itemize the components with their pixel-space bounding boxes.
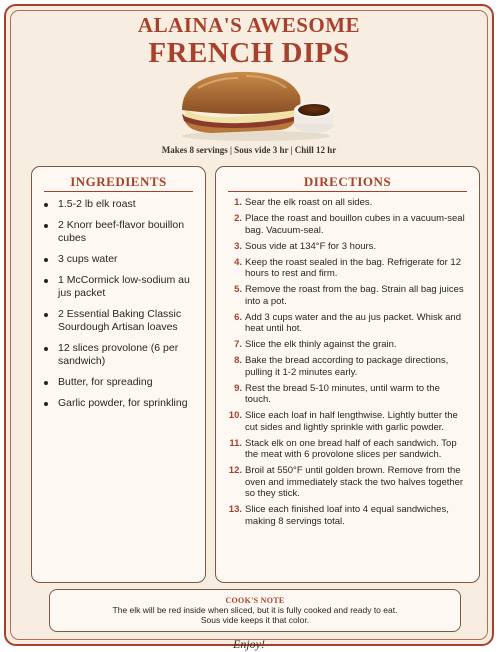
direction-step [226,241,467,253]
ingredient-item [42,274,197,300]
ingredient-item [42,253,197,266]
step-text: Rest the bread 5-10 minutes, until warm to the touch. [245,382,440,405]
bullet-icon [44,203,48,207]
direction-step [226,410,467,433]
step-text: Bake the bread according to package directions, pulling it 1-2 minutes early. [245,355,449,378]
ingredient-text: 2 Essential Baking Classic Sourdough Artisan loaves [58,308,182,333]
ingredient-item [42,376,197,389]
sandwich-photo [176,66,336,142]
step-number: 9. [234,382,242,394]
step-number: 13. [228,504,242,515]
ingredient-item [42,219,197,245]
ingredients-list [42,198,197,418]
direction-step [226,339,467,351]
cooks-note-heading: COOK'S NOTE [225,596,285,605]
bullet-icon [44,347,48,351]
step-text: Remove the roast from the bag. Strain all bag juices into a pot. [245,284,464,307]
recipe-card [4,4,494,651]
bullet-icon [44,279,48,283]
ingredient-item [42,342,197,368]
footer-enjoy: Enjoy! [233,637,265,651]
step-number: 3. [234,240,242,252]
step-number: 12. [228,465,242,476]
direction-step [226,197,467,209]
ingredient-text: 1 McCormick low-sodium au jus packet [58,274,190,299]
direction-step [226,383,467,406]
direction-step [226,284,467,307]
step-number: 11. [229,437,242,449]
ingredient-text: 2 Knorr beef-flavor bouillon cubes [58,219,185,244]
ingredient-text: 1.5-2 lb elk roast [58,198,136,210]
ingredient-text: 3 cups water [58,253,118,265]
title-line-1: ALAINA'S AWESOME [137,13,361,37]
step-text: Slice each finished loaf into 4 equal sandwiches, making 8 servings total. [245,504,449,527]
step-text: Sear the elk roast on all sides. [245,197,373,208]
step-text: Sous vide at 134°F for 3 hours. [245,240,377,252]
bullet-icon [44,381,48,385]
step-number: 6. [234,311,242,323]
ingredient-text: 12 slices provolone (6 per sandwich) [58,342,179,367]
step-number: 2. [234,213,242,224]
direction-step [226,312,467,335]
directions-panel [215,166,480,583]
step-number: 5. [234,284,242,295]
title-line-2: FRENCH DIPS [148,37,350,69]
direction-step [226,257,467,280]
step-number: 7. [234,339,242,350]
cooks-note-line-1: The elk will be red inside when sliced, but it is fully cooked and ready to eat. [112,605,398,615]
ingredient-text: Butter, for spreading [58,376,153,388]
step-number: 1. [234,197,242,208]
direction-step [226,465,467,500]
step-text: Slice each loaf in half lengthwise. Lightly butter the cut sides and lightly sprinkle with garlic powder. [245,410,458,433]
direction-step [226,355,467,378]
ingredient-item [42,198,197,211]
ingredients-divider [44,191,193,192]
directions-list [226,197,467,532]
direction-step [226,504,467,527]
direction-step [226,213,467,236]
bullet-icon [44,313,48,317]
bullet-icon [44,402,48,406]
ingredient-item [42,308,197,334]
step-number: 4. [234,256,242,268]
ingredient-item [42,397,197,410]
step-text: Broil at 550°F until golden brown. Remove from the oven and immediately stack the two halves together so they stick. [245,465,464,499]
step-text: Stack elk on one bread half of each sandwich. Top the meat with 6 provolone slices per sandwich. [245,437,457,460]
step-number: 8. [234,355,242,366]
cooks-note-line-2: Sous vide keeps it that color. [200,615,310,625]
directions-heading: DIRECTIONS [303,174,392,189]
ingredients-panel [31,166,206,583]
step-number: 10. [228,410,242,421]
cooks-note-box [49,589,461,632]
ingredient-text: Garlic powder, for sprinkling [58,397,188,409]
direction-step [226,438,467,461]
recipe-meta: Makes 8 servings | Sous vide 3 hr | Chill 12 hr [161,145,337,155]
step-text: Keep the roast sealed in the bag. Refrigerate for 12 hours to rest and firm. [245,256,461,279]
bullet-icon [44,224,48,228]
step-text: Place the roast and bouillon cubes in a vacuum-seal bag. Vacuum-seal. [245,213,465,236]
directions-divider [228,191,467,192]
ingredients-heading: INGREDIENTS [70,174,167,189]
bullet-icon [44,258,48,262]
step-text: Slice the elk thinly against the grain. [245,339,397,350]
step-text: Add 3 cups water and the au jus packet. Whisk and heat until hot. [245,311,461,334]
